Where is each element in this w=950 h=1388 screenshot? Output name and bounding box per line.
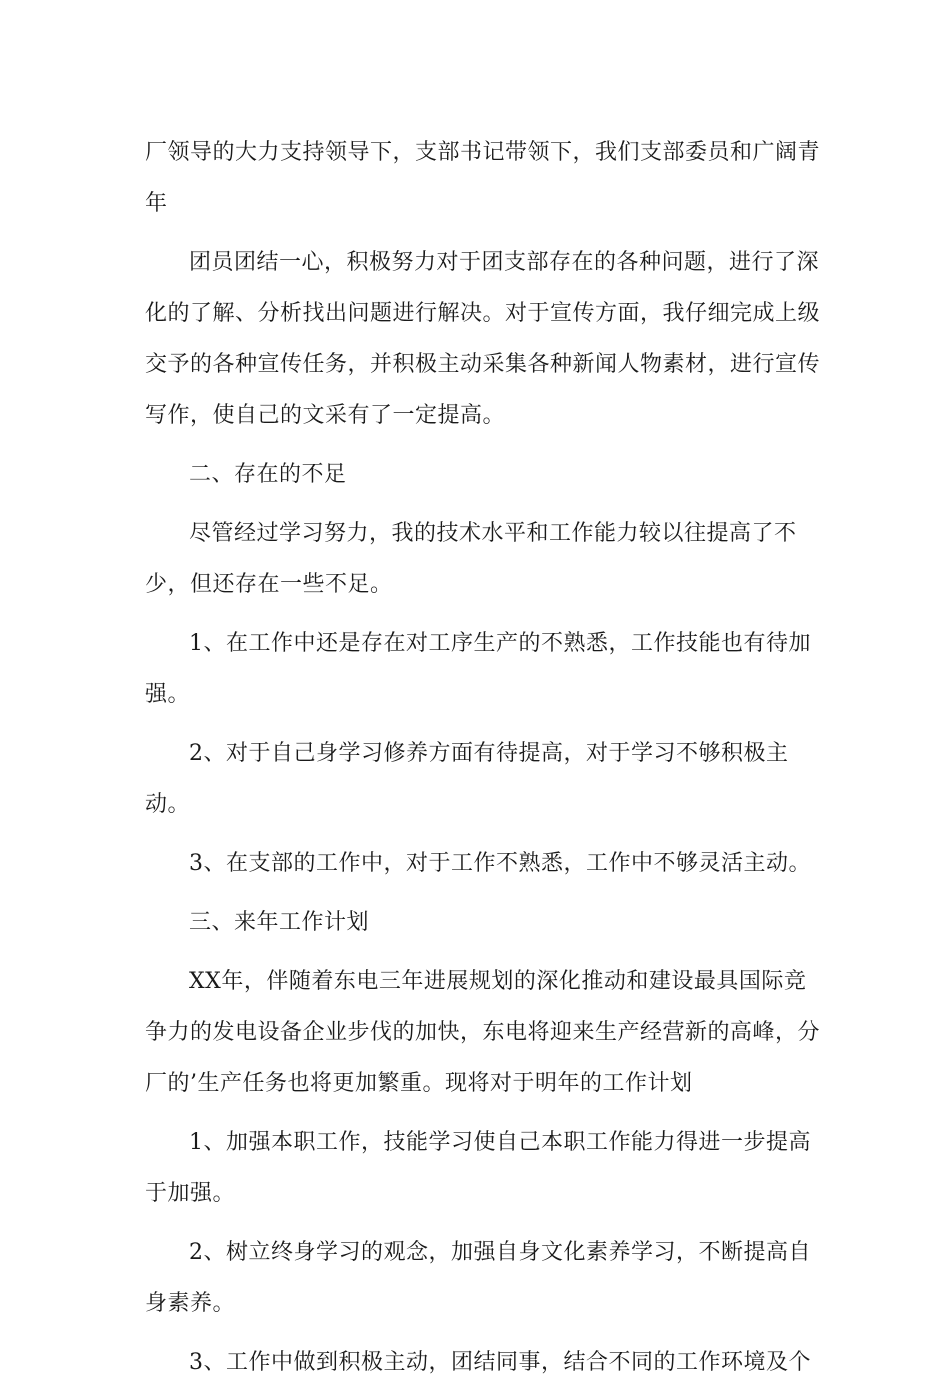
- paragraph-2: 团员团结一心，积极努力对于团支部存在的各种问题，进行了深化的了解、分析找出问题进行解决。对于宣传方面，我仔细完成上级交予的各种宣传任务，并积极主动采集各种新闻人物素材，进行宣传写作，使自己的文采有了一定提高。: [145, 250, 821, 428]
- list-item-shortcoming-2: 2、对于自己身学习修养方面有待提高，对于学习不够积极主动。: [145, 741, 789, 817]
- list-item-plan-2: 2、树立终身学习的观念，加强自身文化素养学习，不断提高自身素养。: [145, 1240, 811, 1316]
- section-heading-plan: 三、来年工作计划: [189, 910, 370, 935]
- list-item-shortcoming-1: 1、在工作中还是存在对工序生产的不熟悉，工作技能也有待加强。: [145, 631, 811, 707]
- list-item-plan-1: 1、加强本职工作，技能学习使自己本职工作能力得进一步提高于加强。: [145, 1130, 811, 1206]
- list-item-plan-3: 3、工作中做到积极主动，团结同事，结合不同的工作环境及个: [189, 1350, 811, 1375]
- document-body: [145, 127, 825, 1388]
- paragraph-4: 尽管经过学习努力，我的技术水平和工作能力较以往提高了不少，但还存在一些不足。: [145, 521, 797, 597]
- list-item-shortcoming-3: 3、在支部的工作中，对于工作不熟悉，工作中不够灵活主动。: [189, 851, 811, 876]
- paragraph-9: XX年，伴随着东电三年进展规划的深化推动和建设最具国际竞争力的发电设备企业步伐的加快，东电将迎来生产经营新的高峰，分厂的’生产任务也将更加繁重。现将对于明年的工作计划: [145, 969, 821, 1096]
- section-heading-shortcomings: 二、存在的不足: [189, 462, 347, 487]
- paragraph-1: 厂领导的大力支持领导下，支部书记带领下，我们支部委员和广阔青年: [145, 140, 821, 216]
